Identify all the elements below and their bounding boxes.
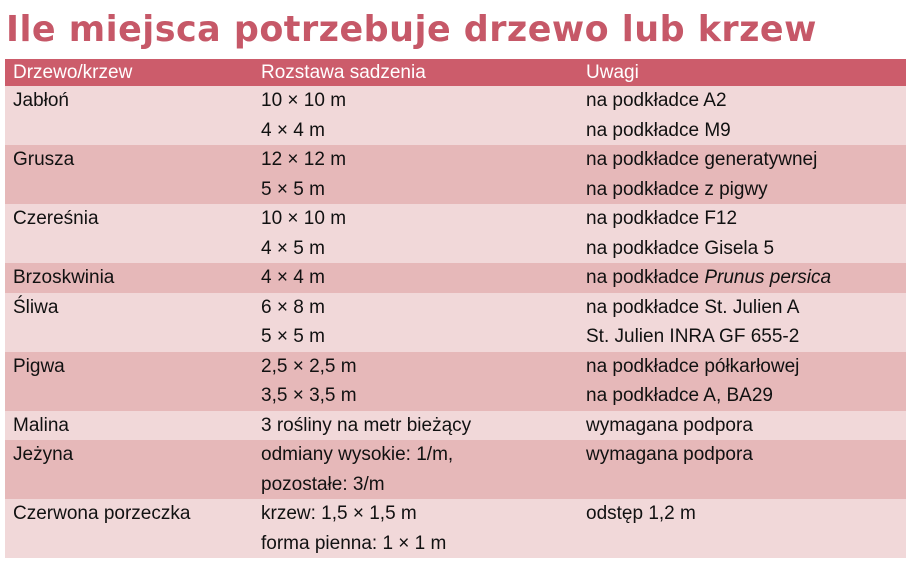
note-latin-name: Prunus persica [704, 267, 832, 288]
plant-cell: Jabłoń [5, 86, 253, 145]
spacing-value: 6 × 8 m [261, 296, 325, 318]
spacing-value: 4 × 4 m [261, 267, 325, 288]
spacing-value: 4 × 4 m [261, 119, 325, 141]
notes-cell [578, 86, 906, 145]
notes-cell [578, 204, 906, 263]
spacing-value: 2,5 × 2,5 m [261, 355, 357, 377]
spacing-value: krzew: 1,5 × 1,5 m [261, 503, 417, 524]
spacing-value: 10 × 10 m [261, 208, 347, 229]
spacing-value: forma pienna: 1 × 1 m [261, 532, 447, 554]
notes-cell [578, 145, 906, 204]
column-header-notes: Uwagi [578, 59, 906, 86]
spacing-cell [253, 145, 578, 204]
spacing-value: 3 rośliny na metr bieżący [261, 414, 472, 436]
spacing-value: 10 × 10 m [261, 90, 347, 111]
note-text: St. Julien INRA GF 655-2 [586, 326, 800, 347]
notes-cell [578, 499, 906, 558]
notes-cell [578, 263, 906, 293]
plant-cell: Brzoskwinia [5, 263, 253, 293]
table-row [5, 440, 906, 499]
spacing-cell [253, 86, 578, 145]
spacing-cell [253, 411, 578, 441]
notes-cell [578, 352, 906, 411]
note-prefix: na podkładce [586, 267, 705, 288]
note-text: na podkładce St. Julien A [586, 296, 800, 318]
plant-cell: Pigwa [5, 352, 253, 411]
note-text: na podkładce F12 [586, 208, 738, 229]
note-text: na podkładce Gisela 5 [586, 237, 775, 259]
table-row [5, 352, 906, 411]
note-text: odstęp 1,2 m [586, 503, 696, 524]
plant-cell: Jeżyna [5, 440, 253, 499]
table-row [5, 145, 906, 204]
plant-cell: Malina [5, 411, 253, 441]
table-row [5, 86, 906, 145]
note-text: na podkładce M9 [586, 119, 731, 141]
note-text: wymagana podpora [586, 444, 753, 465]
note-text: na podkładce A2 [586, 90, 727, 111]
note-text: na podkładce generatywnej [586, 149, 818, 170]
table-header-row [5, 59, 906, 86]
spacing-cell [253, 204, 578, 263]
spacing-value: pozostałe: 3/m [261, 473, 385, 495]
plant-cell: Czereśnia [5, 204, 253, 263]
table-row [5, 204, 906, 263]
note-text: na podkładce z pigwy [586, 178, 768, 200]
plant-cell: Grusza [5, 145, 253, 204]
column-header-spacing: Rozstawa sadzenia [253, 59, 578, 86]
table-row [5, 411, 906, 441]
notes-cell [578, 440, 906, 499]
spacing-cell [253, 293, 578, 352]
notes-cell [578, 293, 906, 352]
spacing-value: 5 × 5 m [261, 178, 325, 200]
note-text [586, 263, 906, 293]
spacing-value: 4 × 5 m [261, 237, 325, 259]
table-row [5, 293, 906, 352]
column-header-plant: Drzewo/krzew [5, 59, 253, 86]
spacing-table [5, 59, 906, 558]
note-text: na podkładce półkarłowej [586, 355, 800, 377]
spacing-cell [253, 352, 578, 411]
page-title: Ile miejsca potrzebuje drzewo lub krzew [6, 9, 817, 50]
spacing-value: 3,5 × 3,5 m [261, 385, 357, 406]
table-row [5, 499, 906, 558]
spacing-value: odmiany wysokie: 1/m, [261, 444, 454, 465]
plant-cell: Czerwona porzeczka [5, 499, 253, 558]
notes-cell [578, 411, 906, 441]
spacing-cell [253, 499, 578, 558]
spacing-value: 5 × 5 m [261, 326, 325, 347]
table-row [5, 263, 906, 293]
spacing-cell [253, 440, 578, 499]
spacing-value: 12 × 12 m [261, 149, 347, 170]
note-text: na podkładce A, BA29 [586, 385, 773, 406]
note-text: wymagana podpora [586, 414, 753, 436]
plant-cell: Śliwa [5, 293, 253, 352]
spacing-cell [253, 263, 578, 293]
